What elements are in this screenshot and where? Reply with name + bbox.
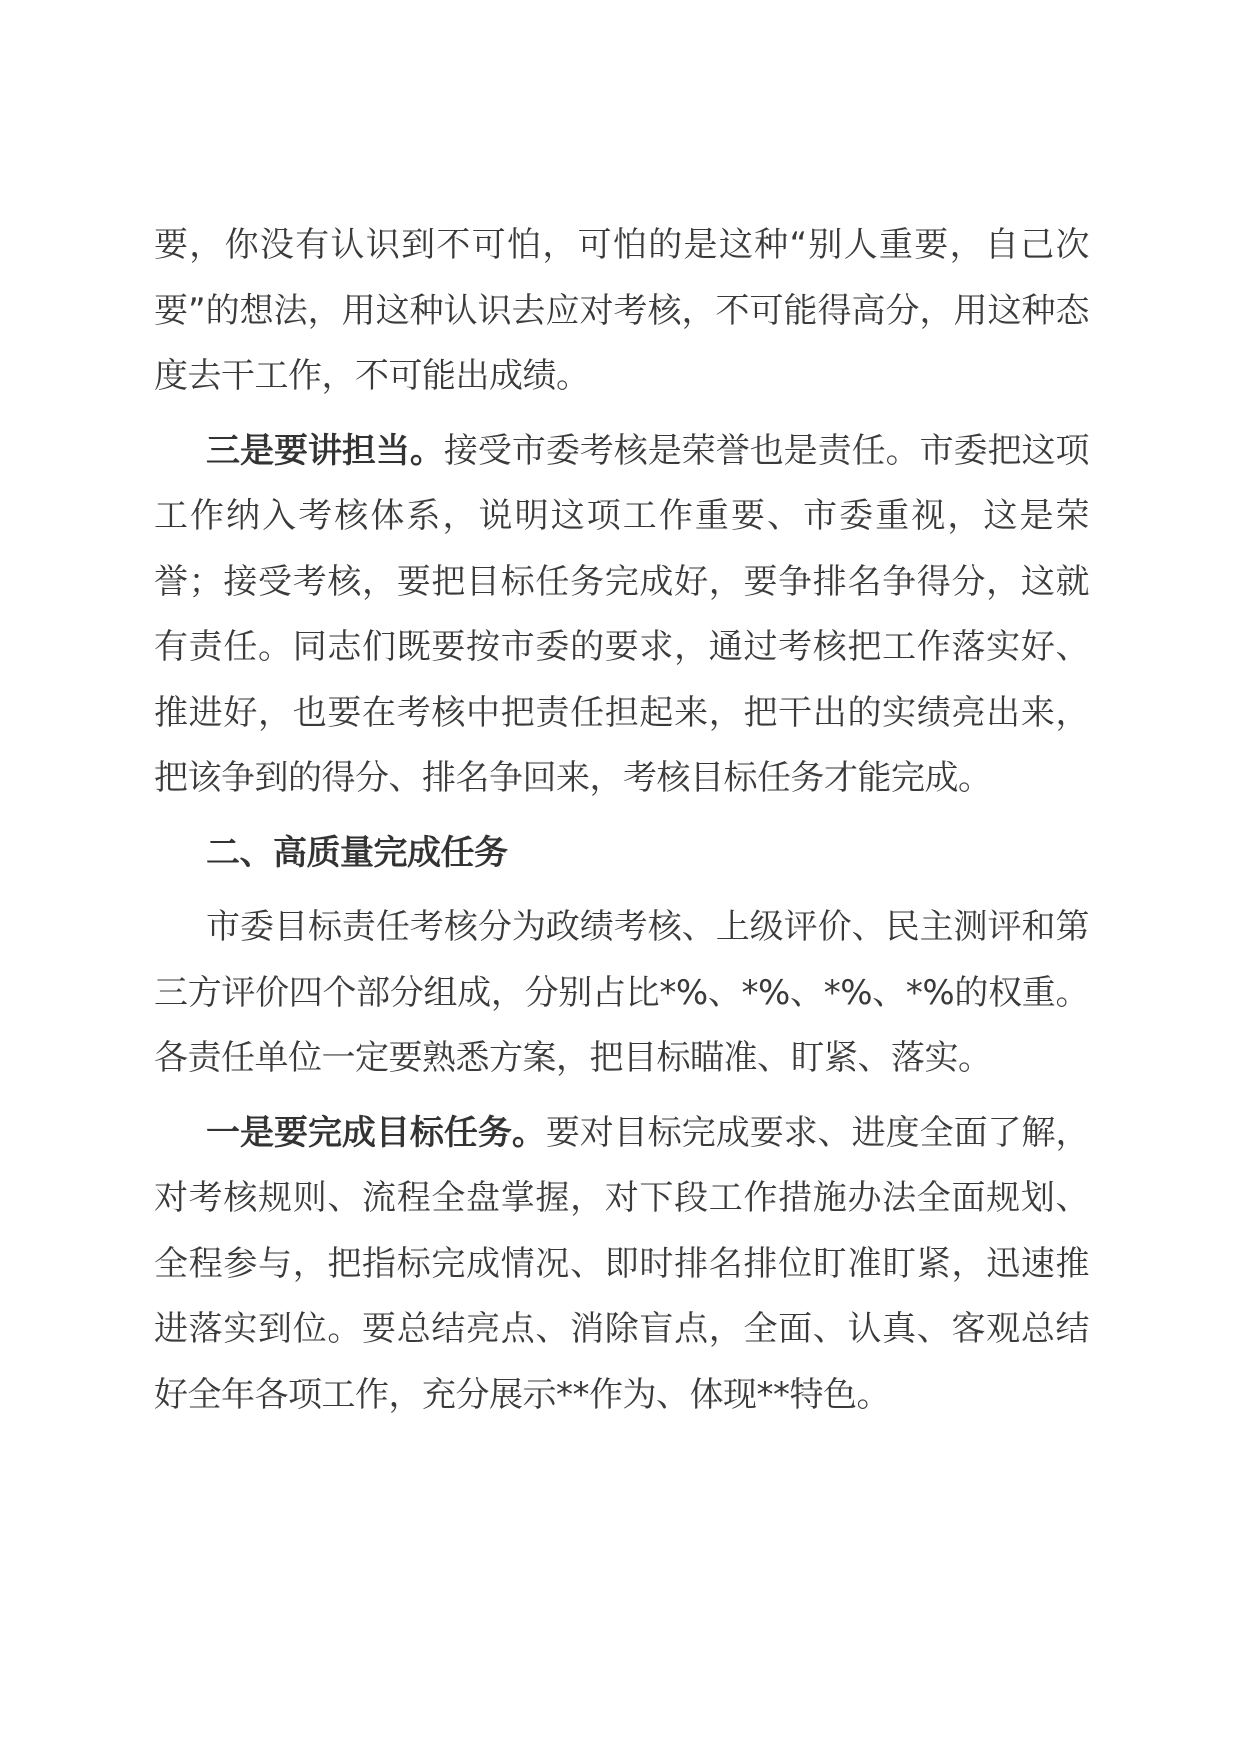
paragraph-continuation — [154, 213, 1089, 410]
paragraph-assessment-composition — [154, 895, 1089, 1092]
paragraph-complete-targets — [154, 1101, 1089, 1429]
paragraph-text: 要对目标完成要求、进度全面了解，对考核规则、流程全盘掌握，对下段工作措施办法全面规划、全程参与，把指标完成情况、即时排名排位盯准盯紧，迅速推进落实到位。要总结亮点、消除盲点，全面、认真、客观总结好全年各项工作，充分展示**作为、体现**特色。 — [154, 1112, 1090, 1415]
paragraph-lead: 三是要讲担当。 — [206, 430, 444, 471]
section-heading-text: 二、高质量完成任务 — [206, 832, 508, 873]
paragraph-take-responsibility — [154, 419, 1089, 812]
document-body — [154, 213, 1089, 1437]
paragraph-lead: 一是要完成目标任务。 — [206, 1112, 546, 1153]
paragraph-text: 市委目标责任考核分为政绩考核、上级评价、民主测评和第三方评价四个部分组成，分别占比*%、*%、*%、*%的权重。各责任单位一定要熟悉方案，把目标瞄准、盯紧、落实。 — [154, 907, 1089, 1078]
paragraph-text: 接受市委考核是荣誉也是责任。市委把这项工作纳入考核体系，说明这项工作重要、市委重视，这是荣誉；接受考核，要把目标任务完成好，要争排名争得分，这就有责任。同志们既要按市委的要求，通过考核把工作落实好、推进好，也要在考核中把责任担起来，把干出的实绩亮出来，把该争到的得分、排名争回来，考核目标任务才能完成。 — [154, 430, 1090, 798]
paragraph-text: 要，你没有认识到不可怕，可怕的是这种“别人重要，自己次要”的想法，用这种认识去应对考核，不可能得高分，用这种态度去干工作，不可能出成绩。 — [154, 225, 1089, 396]
section-heading — [154, 821, 1089, 887]
